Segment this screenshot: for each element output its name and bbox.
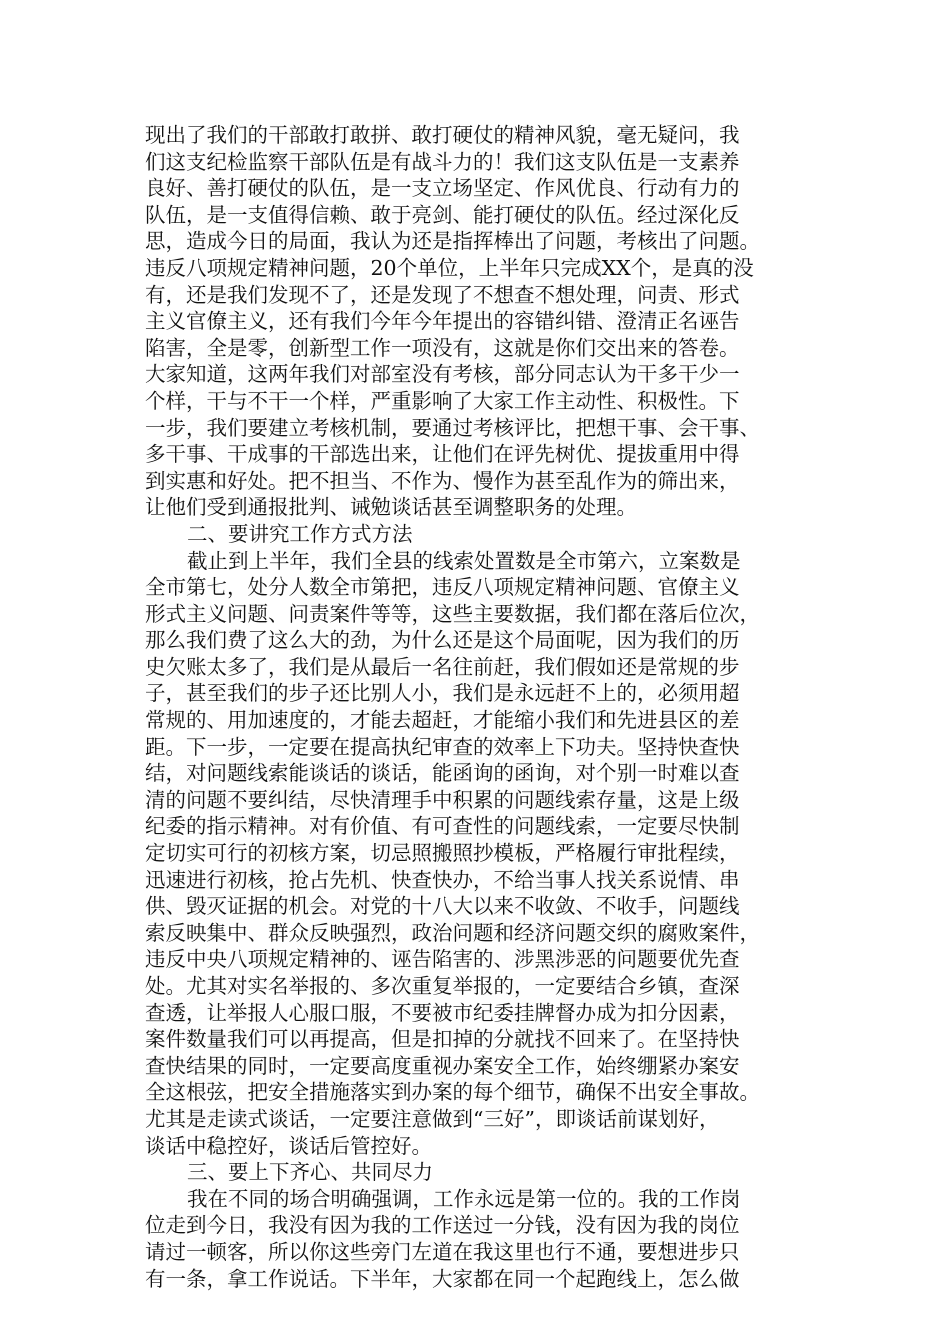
text-line: 查透，让举报人心服口服，不要被市纪委挂牌督办成为扣分因素， xyxy=(145,1000,740,1025)
text-line: 多干事、干成事的干部选出来，让他们在评先树优、提拔重用中得 xyxy=(145,442,740,467)
text-line: 现出了我们的干部敢打敢拼、敢打硬仗的精神风貌，毫无疑问，我 xyxy=(145,123,740,147)
text-line: 三、要上下齐心、共同尽力 xyxy=(187,1160,433,1185)
text-line: 常规的、用加速度的，才能去超赶，才能缩小我们和先进县区的差 xyxy=(145,708,740,733)
text-line: 让他们受到通报批判、诫勉谈话甚至调整职务的处理。 xyxy=(145,495,637,520)
text-line: 处。尤其对实名举报的、多次重复举报的，一定要结合乡镇，查深 xyxy=(145,974,740,998)
text-line: 子，甚至我们的步子还比别人小，我们是永远赶不上的，必须用超 xyxy=(145,681,740,706)
text-line: 索反映集中、群众反映强烈，政治问题和经济问题交织的腐败案件， xyxy=(145,920,760,945)
text-line: 尤其是走读式谈话，一定要注意做到“三好”，即谈话前谋划好， xyxy=(145,1106,720,1131)
section-heading xyxy=(145,521,829,548)
text-line: 一步，我们要建立考核机制，要通过考核评比，把想干事、会干事、 xyxy=(145,415,760,440)
text-line: 有，还是我们发现不了，还是发现了不想查不想处理，问责、形式 xyxy=(145,282,740,307)
text-line: 主义官僚主义，还有我们今年今年提出的容错纠错、澄清正名诬告 xyxy=(145,309,740,334)
text-line: 迅速进行初核，抢占先机、快查快办，不给当事人找关系说情、串 xyxy=(145,867,740,892)
text-line: 查快结果的同时，一定要高度重视办案安全工作，始终绷紧办案安 xyxy=(145,1053,740,1078)
text-line: 距。下一步，一定要在提高执纪审查的效率上下功夫。坚持快查快 xyxy=(145,734,740,759)
text-line: 良好、善打硬仗的队伍，是一支立场坚定、作风优良、行动有力的 xyxy=(145,176,740,201)
text-line: 供、毁灭证据的机会。对党的十八大以来不收敛、不收手，问题线 xyxy=(145,894,740,919)
text-line: 史欠账太多了，我们是从最后一名往前赶，我们假如还是常规的步 xyxy=(145,654,740,679)
text-line: 那么我们费了这么大的劲，为什么还是这个局面呢，因为我们的历 xyxy=(145,628,740,653)
text-line: 个样，干与不干一个样，严重影响了大家工作主动性、积极性。下 xyxy=(145,388,740,413)
text-line: 案件数量我们可以再提高，但是扣掉的分就找不回来了。在坚持快 xyxy=(145,1027,740,1052)
text-line: 清的问题不要纠结，尽快清理手中积累的问题线索存量，这是上级 xyxy=(145,787,740,812)
text-line: 队伍，是一支值得信赖、敢于亮剑、能打硬仗的队伍。经过深化反 xyxy=(145,202,740,227)
text-line: 们这支纪检监察干部队伍是有战斗力的！我们这支队伍是一支素养 xyxy=(145,149,740,174)
text-line: 全这根弦，把安全措施落实到办案的每个细节，确保不出安全事故。 xyxy=(145,1080,760,1105)
text-line: 违反中央八项规定精神的、诬告陷害的、涉黑涉恶的问题要优先查 xyxy=(145,947,740,972)
text-line: 思，造成今日的局面，我认为还是指挥棒出了问题，考核出了问题。 xyxy=(145,229,760,254)
paragraph xyxy=(145,548,829,1160)
text-line: 谈话中稳控好，谈话后管控好。 xyxy=(145,1133,432,1158)
text-line: 形式主义问题、问责案件等等，这些主要数据，我们都在落后位次， xyxy=(145,601,760,626)
text-line: 纪委的指示精神。对有价值、有可查性的问题线索，一定要尽快制 xyxy=(145,814,740,839)
text-line: 违反八项规定精神问题，20个单位，上半年只完成XX个，是真的没 xyxy=(145,255,754,280)
text-line: 请过一顿客，所以你这些旁门左道在我这里也行不通，要想进步只 xyxy=(145,1239,740,1264)
text-line: 我在不同的场合明确强调，工作永远是第一位的。我的工作岗 xyxy=(187,1186,741,1211)
text-line: 定切实可行的初核方案，切忌照搬照抄模板，严格履行审批程续， xyxy=(145,841,740,866)
text-line: 陷害，全是零，创新型工作一项没有，这就是你们交出来的答卷。 xyxy=(145,335,740,360)
text-line: 位走到今日，我没有因为我的工作送过一分钱，没有因为我的岗位 xyxy=(145,1213,740,1238)
document-body xyxy=(145,122,829,1292)
text-line: 有一条，拿工作说话。下半年，大家都在同一个起跑线上，怎么做 xyxy=(145,1266,740,1291)
text-line: 到实惠和好处。把不担当、不作为、慢作为甚至乱作为的筛出来， xyxy=(145,468,740,493)
paragraph xyxy=(145,1186,829,1292)
text-line: 截止到上半年，我们全县的线索处置数是全市第六，立案数是 xyxy=(187,548,741,573)
section-heading xyxy=(145,1159,829,1186)
text-line: 二、要讲究工作方式方法 xyxy=(187,521,413,546)
text-line: 结，对问题线索能谈话的谈话，能函询的函询，对个别一时难以查 xyxy=(145,761,740,786)
paragraph xyxy=(145,122,829,521)
text-line: 全市第七，处分人数全市第把，违反八项规定精神问题、官僚主义 xyxy=(145,575,740,600)
text-line: 大家知道，这两年我们对部室没有考核，部分同志认为干多干少一 xyxy=(145,362,740,387)
